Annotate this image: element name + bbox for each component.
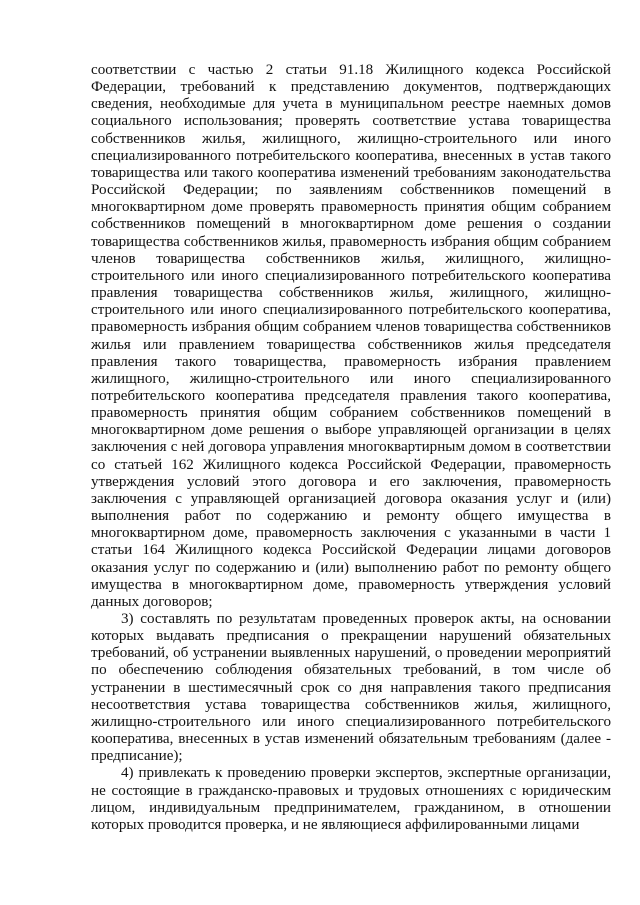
paragraph-continuation: соответствии с частью 2 статьи 91.18 Жилищного кодекса Российской Федерации, требований к представлению документов, подтверждающих сведения, необходимые для учета в муниципальном реестре наемных домов социального использования; проверять соответствие устава товарищества собственников жилья, жилищного, жилищно-строительного или иного специализированного потребительского кооператива, внесенных в устав такого товарищества или такого кооператива изменений требованиям законодательства Российской Федерации; по заявлениям собственников помещений в многоквартирном доме проверять правомерность принятия общим собранием собственников помещений в многоквартирном доме решения о создании товарищества собственников жилья, правомерность избрания общим собранием членов товарищества собственников жилья, жилищного, жилищно-строительного или иного специализированного потребительского кооператива правления товарищества собственников жилья, жилищного, жилищно-строительного или иного специализированного потребительского кооператива, правомерность избрания общим собранием членов товарищества собственников жилья или правлением товарищества собственников жилья председателя правления такого товарищества, правомерность избрания правлением жилищного, жилищно-строительного или иного специализированного потребительского кооператива председателя правления такого кооператива, правомерность принятия общим собранием собственников помещений в многоквартирном доме решения о выборе управляющей организации в целях заключения с ней договора управления многоквартирным домом в соответствии со статьей 162 Жилищного кодекса Российской Федерации, правомерность утверждения условий этого договора и его заключения, правомерность заключения с управляющей организацией договора оказания услуг и (или) выполнения работ по содержанию и ремонту общего имущества в многоквартирном доме, правомерность заключения с указанными в части 1 статьи 164 Жилищного кодекса Российской Федерации лицами договоров оказания услуг по содержанию и (или) выполнению работ по ремонту общего имущества в многоквартирном доме, правомерность утверждения условий данных договоров;	[91, 62, 611, 610]
paragraph-item-3: 3) составлять по результатам проведенных проверок акты, на основании которых выдавать предписания о прекращении нарушений обязательных требований, об устранении выявленных нарушений, о проведении мероприятий по обеспечению соблюдения обязательных требований, в том числе об устранении в шестимесячный срок со дня направления такого предписания несоответствия устава товарищества собственников жилья, жилищного, жилищно-строительного или иного специализированного потребительского кооператива, внесенных в устав изменений обязательным требованиям (далее - предписание);	[91, 611, 611, 765]
document-page	[91, 62, 611, 834]
paragraph-item-4: 4) привлекать к проведению проверки экспертов, экспертные организации, не состоящие в гражданско-правовых и трудовых отношениях с юридическим лицом, индивидуальным предпринимателем, гражданином, в отношении которых проводится проверка, и не являющиеся аффилированными лицами	[91, 765, 611, 833]
